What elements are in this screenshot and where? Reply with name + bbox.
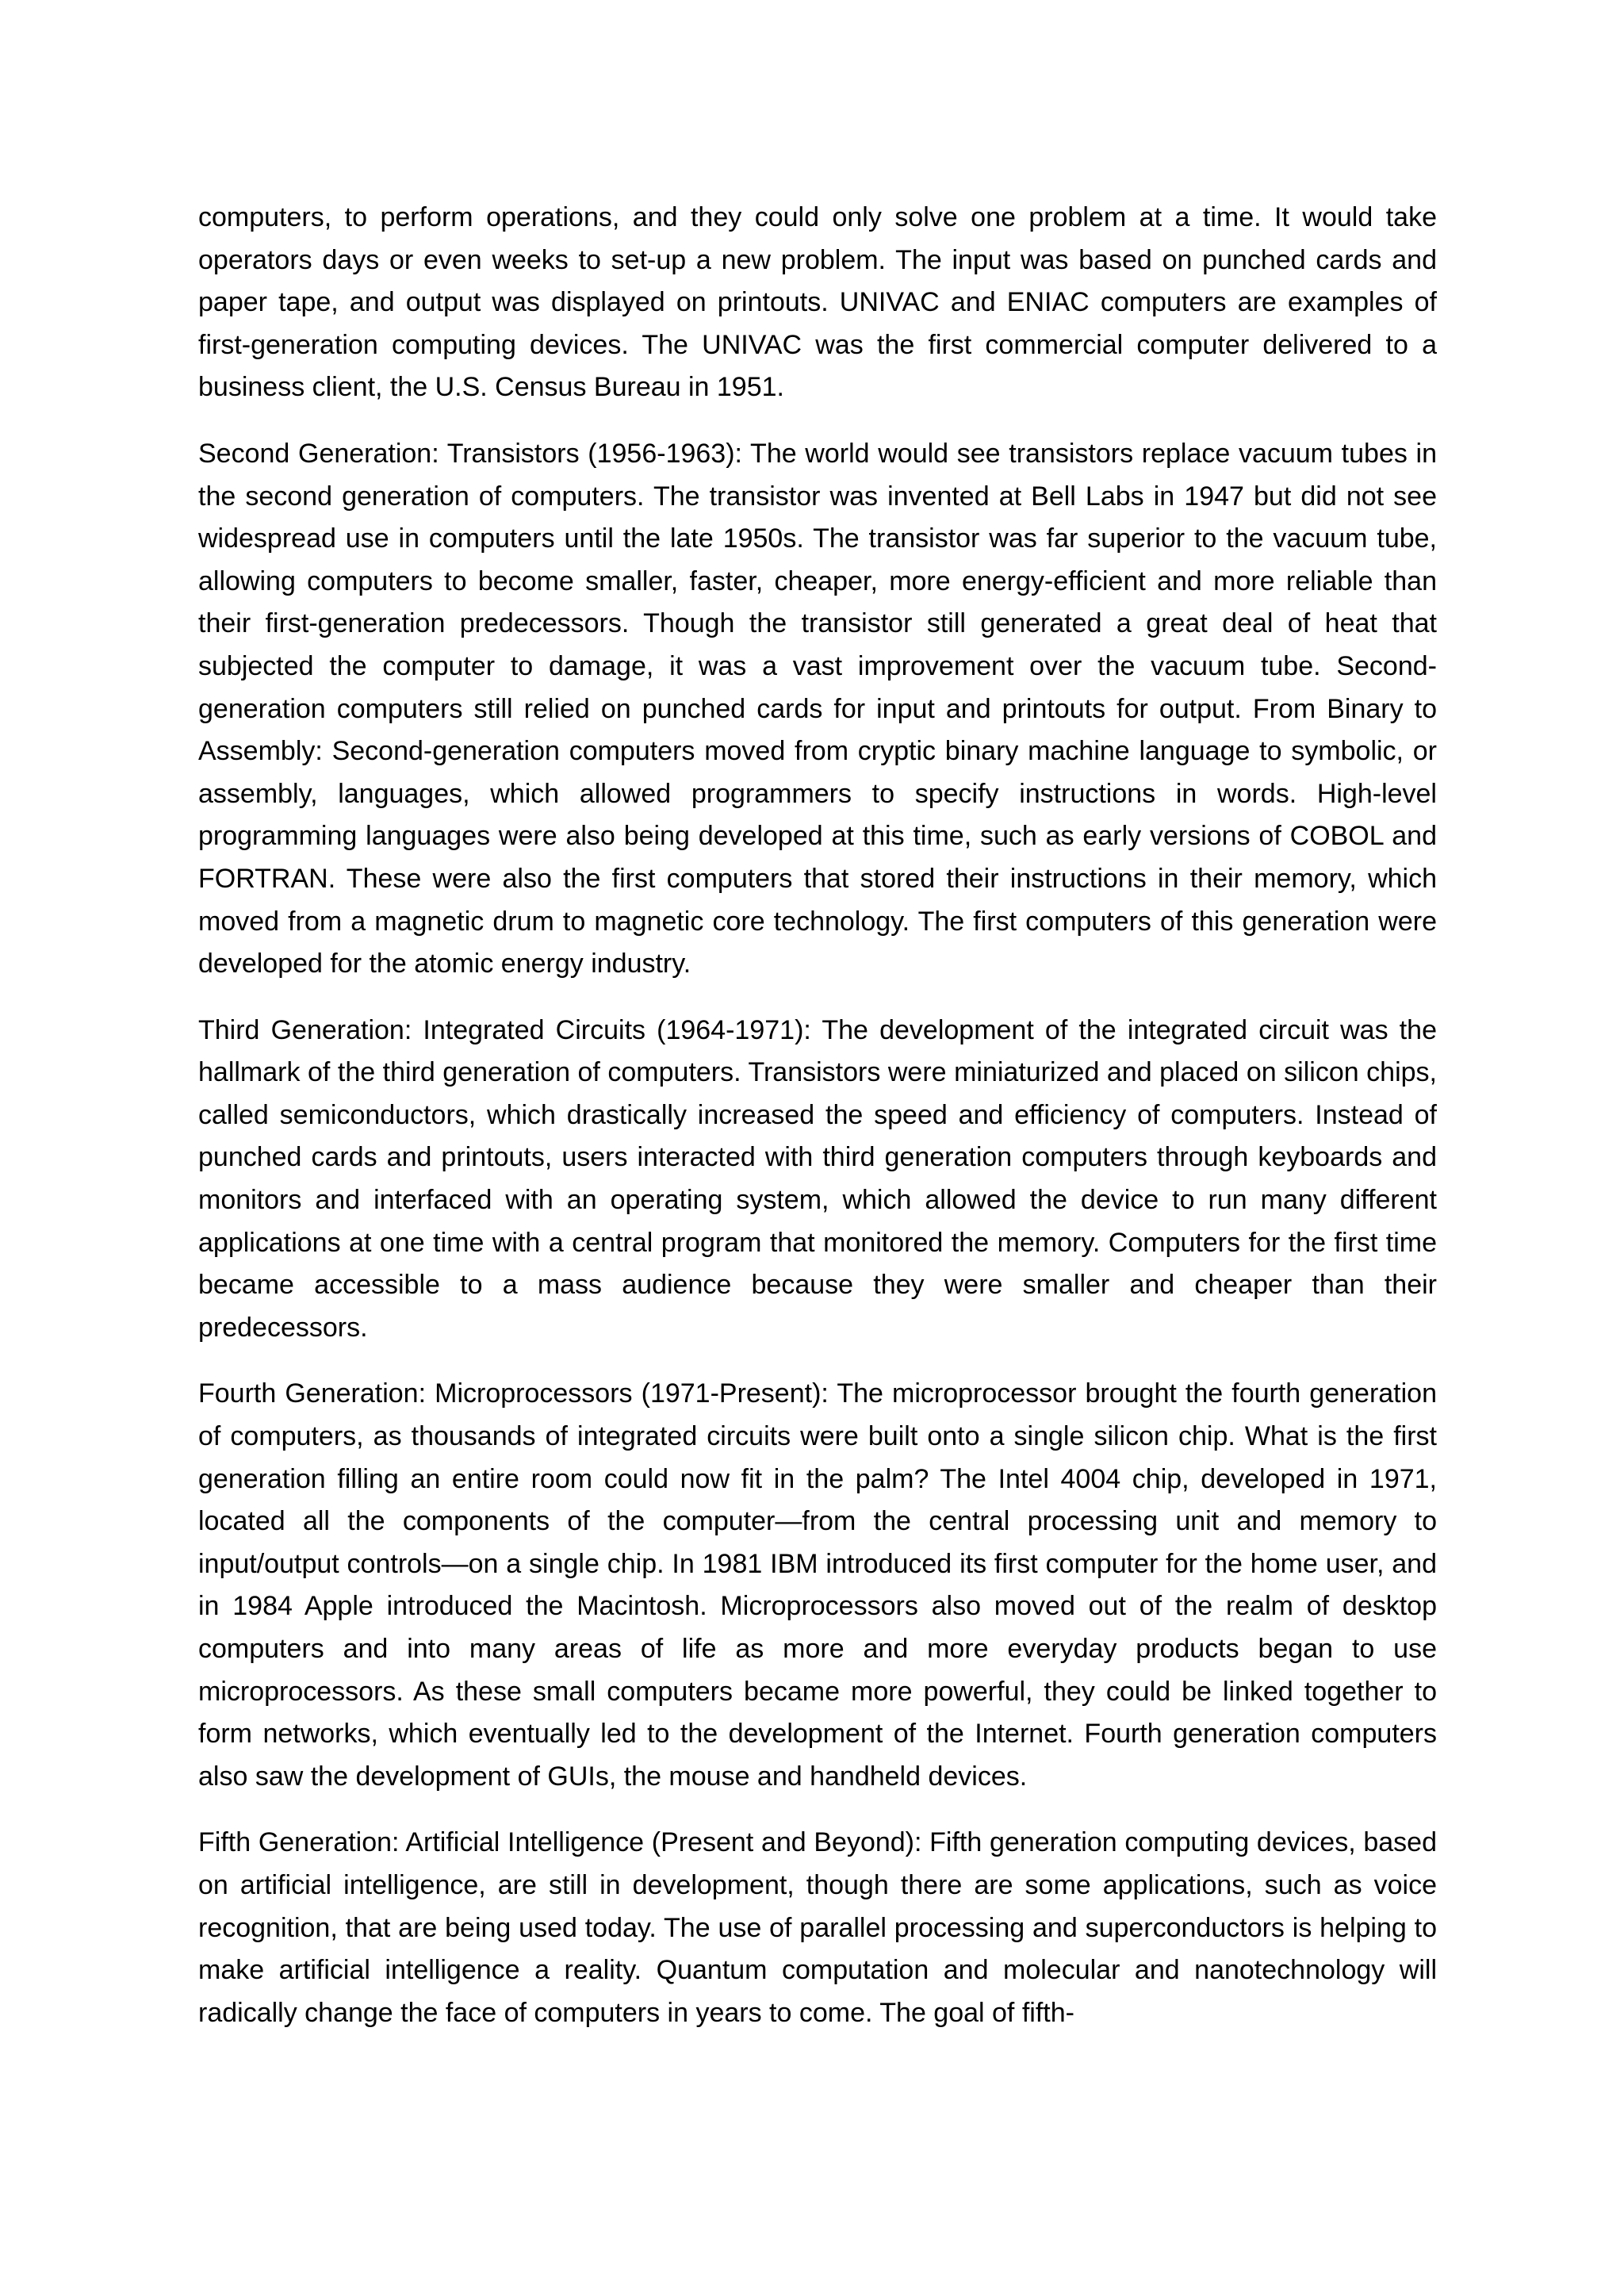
document-body	[198, 197, 1437, 2058]
paragraph-second-generation: Second Generation: Transistors (1956-1963): The world would see transistors replace vacuum tubes in the second generation of computers. The transistor was invented at Bell Labs in 1947 but did not see widespread use in computers until the late 1950s. The transistor was far superior to the vacuum tube, allowing computers to become smaller, faster, cheaper, more energy-efficient and more reliable than their first-generation predecessors. Though the transistor still generated a great deal of heat that subjected the computer to damage, it was a vast improvement over the vacuum tube. Second-generation computers still relied on punched cards for input and printouts for output. From Binary to Assembly: Second-generation computers moved from cryptic binary machine language to symbolic, or assembly, languages, which allowed programmers to specify instructions in words. High-level programming languages were also being developed at this time, such as early versions of COBOL and FORTRAN. These were also the first computers that stored their instructions in their memory, which moved from a magnetic drum to magnetic core technology. The first computers of this generation were developed for the atomic energy industry.	[198, 438, 1437, 979]
paragraph-first-generation-continued: computers, to perform operations, and they could only solve one problem at a time. It would take operators days or even weeks to set-up a new problem. The input was based on punched cards and paper tape, and output was displayed on printouts. UNIVAC and ENIAC computers are examples of first-generation computing devices. The UNIVAC was the first commercial computer delivered to a business client, the U.S. Census Bureau in 1951.	[198, 202, 1437, 403]
paragraph-fifth-generation: Fifth Generation: Artificial Intelligence (Present and Beyond): Fifth generation computing devices, based on artificial intelligence, are still in development, though there are some applications, such as voice recognition, that are being used today. The use of parallel processing and superconductors is helping to make artificial intelligence a reality. Quantum computation and molecular and nanotechnology will radically change the face of computers in years to come. The goal of fifth-	[198, 1827, 1437, 2028]
paragraph-fourth-generation: Fourth Generation: Microprocessors (1971-Present): The microprocessor brought the fourth generation of computers, as thousands of integrated circuits were built onto a single silicon chip. What is the first generation filling an entire room could now fit in the palm? The Intel 4004 chip, developed in 1971, located all the components of the computer—from the central processing unit and memory to input/output controls—on a single chip. In 1981 IBM introduced its first computer for the home user, and in 1984 Apple introduced the Macintosh. Microprocessors also moved out of the realm of desktop computers and into many areas of life as more and more everyday products began to use microprocessors. As these small computers became more powerful, they could be linked together to form networks, which eventually led to the development of the Internet. Fourth generation computers also saw the development of GUIs, the mouse and handheld devices.	[198, 1378, 1437, 1792]
paragraph-third-generation: Third Generation: Integrated Circuits (1964-1971): The development of the integrated circuit was the hallmark of the third generation of computers. Transistors were miniaturized and placed on silicon chips, called semiconductors, which drastically increased the speed and efficiency of computers. Instead of punched cards and printouts, users interacted with third generation computers through keyboards and monitors and interfaced with an operating system, which allowed the device to run many different applications at one time with a central program that monitored the memory. Computers for the first time became accessible to a mass audience because they were smaller and cheaper than their predecessors.	[198, 1014, 1437, 1343]
